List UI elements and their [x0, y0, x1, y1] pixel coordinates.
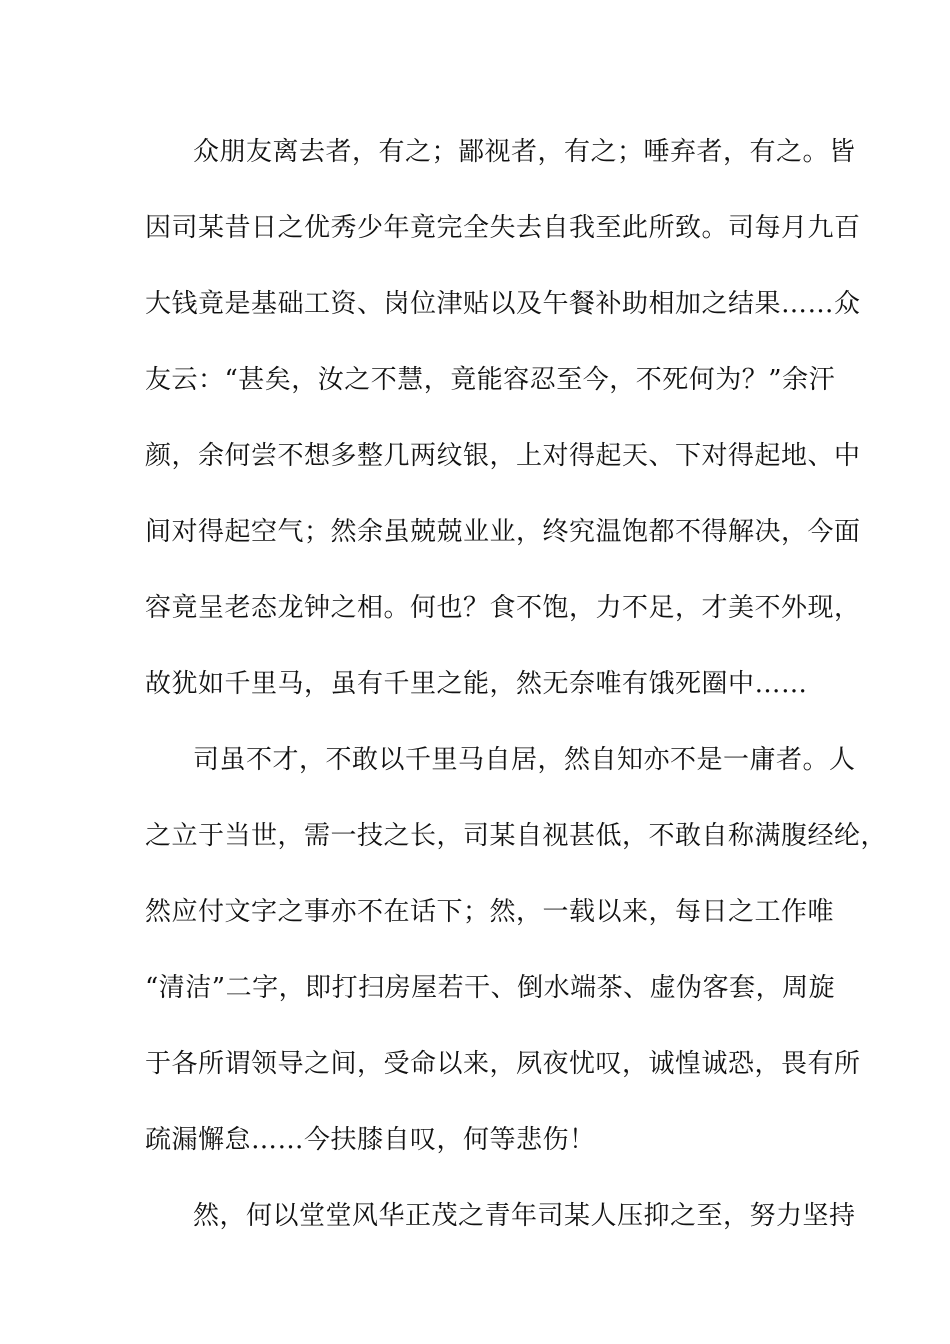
- paragraph-2-line-5: 于各所谓领导之间，受命以来，夙夜忧叹，诚惶诚恐，畏有所: [145, 1049, 861, 1079]
- paragraph-2-line-6: 疏漏懈怠……今扶膝自叹，何等悲伤！: [145, 1125, 596, 1155]
- paragraph-1-line-4: 友云：“甚矣，汝之不慧，竟能容忍至今，不死何为？”余汗: [145, 365, 836, 395]
- paragraph-3-line-1: 然，何以堂堂风华正茂之青年司某人压抑之至，努力坚持: [193, 1201, 856, 1231]
- paragraph-2-line-3: 然应付文字之事亦不在话下；然，一载以来，每日之工作唯: [145, 897, 835, 927]
- paragraph-2-line-2: 之立于当世，需一技之长，司某自视甚低，不敢自称满腹经纶，: [145, 821, 888, 851]
- paragraph-2-line-1: 司虽不才，不敢以千里马自居，然自知亦不是一庸者。人: [193, 745, 856, 775]
- paragraph-2-line-4: “清洁”二字，即打扫房屋若干、倒水端茶、虚伪客套，周旋: [145, 973, 836, 1003]
- paragraph-1-line-3: 大钱竟是基础工资、岗位津贴以及午餐补助相加之结果……众: [145, 289, 861, 319]
- paragraph-1-line-1: 众朋友离去者，有之；鄙视者，有之；唾弃者，有之。皆: [193, 137, 856, 167]
- paragraph-1-line-2: 因司某昔日之优秀少年竟完全失去自我至此所致。司每月九百: [145, 213, 861, 243]
- paragraph-1-line-5: 颜，余何尝不想多整几两纹银，上对得起天、下对得起地、中: [145, 441, 861, 471]
- paragraph-1-line-8: 故犹如千里马，虽有千里之能，然无奈唯有饿死圈中……: [145, 669, 808, 699]
- paragraph-1-line-7: 容竟呈老态龙钟之相。何也？食不饱，力不足，才美不外现，: [145, 593, 861, 623]
- paragraph-1-line-6: 间对得起空气；然余虽兢兢业业，终究温饱都不得解决，今面: [145, 517, 861, 547]
